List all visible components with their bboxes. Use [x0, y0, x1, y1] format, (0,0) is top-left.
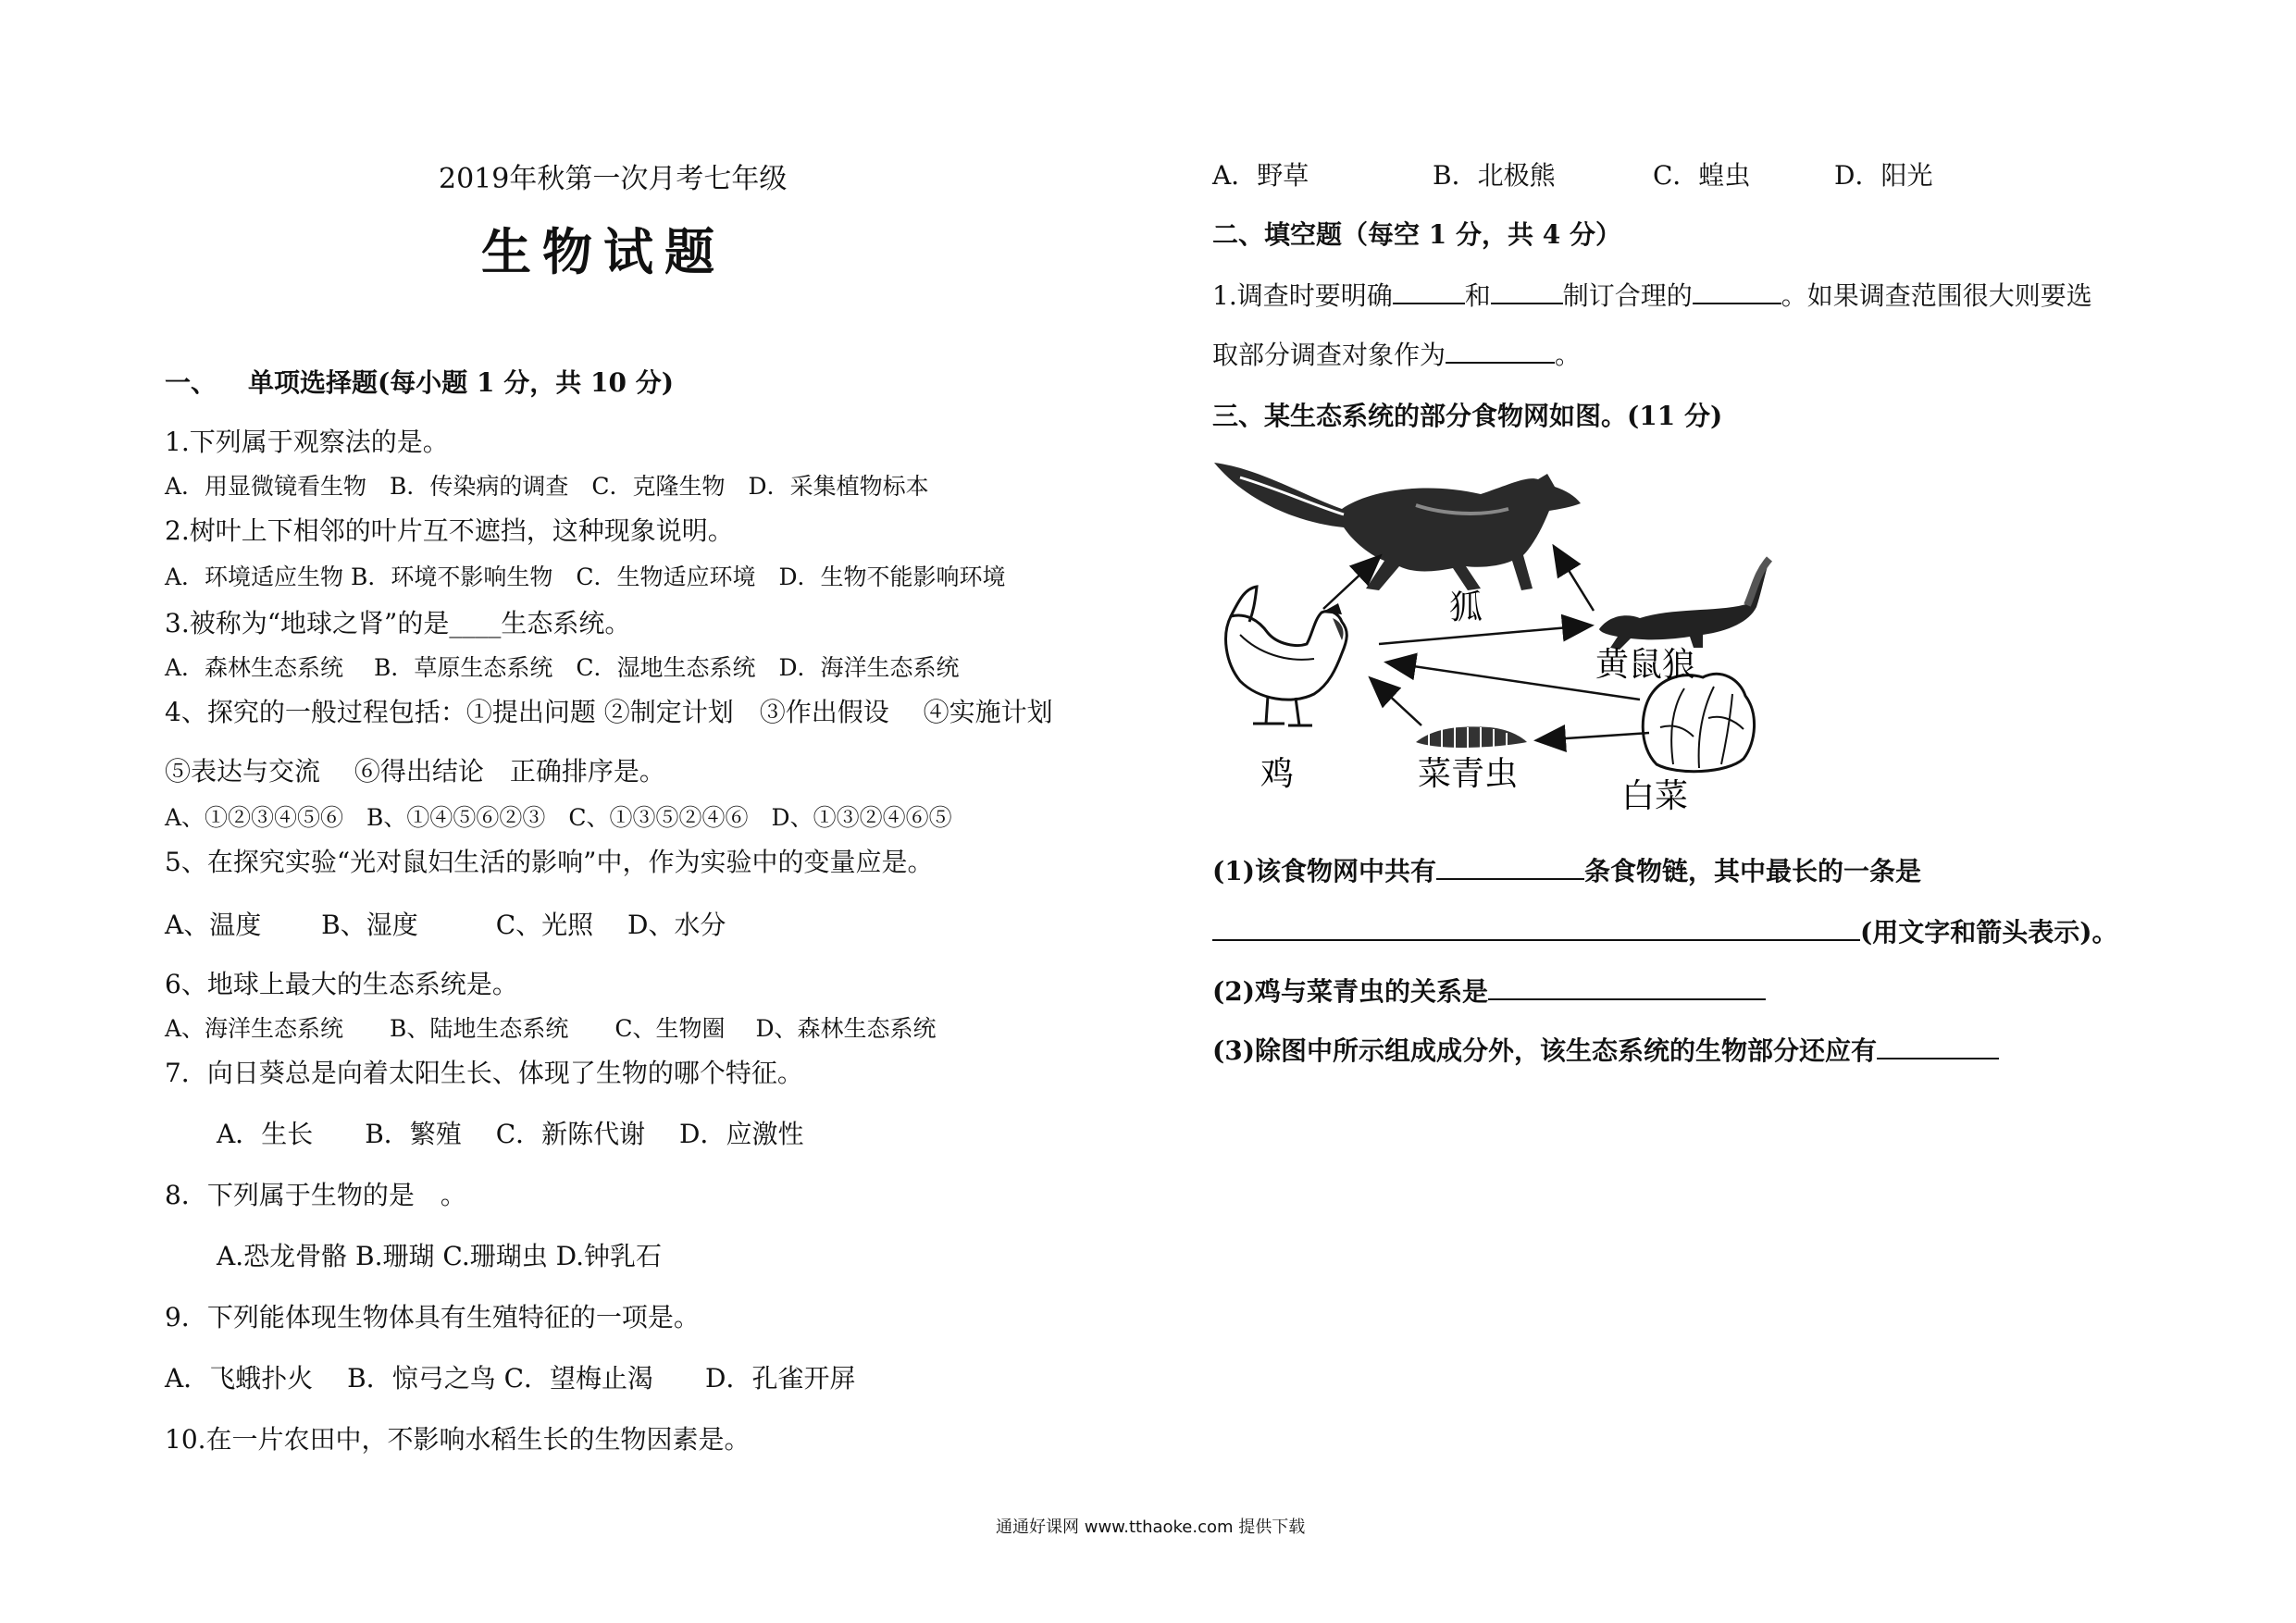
q1-text: 1.下列属于观察法的是。 [165, 427, 449, 457]
q2-text: 2.树叶上下相邻的叶片互不遮挡，这种现象说明。 [165, 515, 734, 546]
q10-option-b: B．北极熊 [1433, 160, 1556, 191]
q3-options: A．森林生态系统 B．草原生态系统 C．湿地生态系统 D．海洋生态系统 [165, 654, 960, 681]
q10-option-c: C．蝗虫 [1653, 160, 1751, 191]
s3-q1-b: 条食物链，其中最长的一条是 [1583, 856, 1921, 886]
s2-line2-a: 取部分调查对象作为 [1212, 340, 1446, 370]
s2-line1-b: 和 [1464, 280, 1491, 311]
blank-3[interactable] [1693, 280, 1781, 304]
blank-chain-count[interactable] [1436, 856, 1584, 880]
caterpillar-illustration [1416, 726, 1527, 748]
q4-text: 4、探究的一般过程包括：①提出问题 ②制定计划 ③作出假设 ④实施计划 [165, 697, 1053, 727]
q6-text: 6、地球上最大的生态系统是。 [165, 969, 518, 999]
blank-decomposers[interactable] [1877, 1035, 1999, 1059]
s3-q2-text: (2)鸡与菜青虫的关系是 [1212, 976, 1488, 1007]
s3-q1-a: (1)该食物网中共有 [1212, 856, 1436, 886]
blank-2[interactable] [1491, 280, 1563, 304]
s3-q3-text: (3)除图中所示组成成分外，该生态系统的生物部分还应有 [1212, 1035, 1877, 1066]
food-web-diagram [1203, 450, 1777, 829]
q8-text: 8．下列属于生物的是 。 [165, 1180, 466, 1210]
q8-options: A.恐龙骨骼 B.珊瑚 C.珊瑚虫 D.钟乳石 [217, 1241, 662, 1271]
label-fox: 狐 [1449, 588, 1483, 626]
q6-options: A、海洋生态系统 B、陆地生态系统 C、生物圈 D、森林生态系统 [165, 1015, 937, 1042]
blank-relationship[interactable] [1488, 976, 1766, 1000]
blank-1[interactable] [1393, 280, 1465, 304]
q9-options: A．飞蛾扑火 B．惊弓之鸟 C．望梅止渴 D．孔雀开屏 [165, 1363, 856, 1394]
footer-source: 通通好课网 www.tthaoke.com 提供下载 [996, 1518, 1306, 1537]
s2-line1-c: 制订合理的 [1562, 280, 1693, 311]
label-weasel: 黄鼠狼 [1595, 646, 1696, 684]
arrow-weasel-to-fox [1555, 548, 1594, 611]
s3-q2 [1212, 972, 1766, 1009]
q5-options: A、温度 B、湿度 C、光照 D、水分 [165, 910, 726, 940]
section1-number: 一、 [165, 367, 217, 398]
q9-text: 9．下列能体现生物体具有生殖特征的一项是。 [165, 1302, 700, 1332]
q4-text-cont: ⑤表达与交流 ⑥得出结论 正确排序是。 [165, 756, 665, 787]
label-caterpillar: 菜青虫 [1418, 755, 1519, 793]
arrow-chicken-to-weasel [1379, 626, 1590, 644]
weasel-illustration [1599, 559, 1769, 650]
q7-text: 7．向日葵总是向着太阳生长、体现了生物的哪个特征。 [165, 1058, 803, 1088]
s2-line2-b: 。 [1555, 340, 1582, 370]
q4-options: A、①②③④⑤⑥ B、①④⑤⑥②③ C、①③⑤②④⑥ D、①③②④⑥⑤ [165, 804, 952, 831]
section2-heading: 二、填空题（每空 1 分，共 4 分） [1212, 219, 1621, 250]
blank-longest-chain[interactable] [1212, 917, 1860, 941]
s3-q1 [1212, 851, 1921, 888]
chicken-illustration [1226, 587, 1347, 725]
exam-title: 生物试题 [481, 222, 726, 281]
label-chicken: 鸡 [1260, 755, 1295, 793]
section1-heading: 单项选择题(每小题 1 分，共 10 分) [248, 367, 674, 398]
cabbage-illustration [1643, 674, 1754, 771]
s2-line1-a: 1.调查时要明确 [1212, 280, 1393, 311]
arrow-cabbage-to-caterpillar [1538, 733, 1649, 740]
q1-options: A．用显微镜看生物 B．传染病的调查 C．克隆生物 D．采集植物标本 [165, 473, 929, 500]
label-cabbage: 白菜 [1621, 777, 1689, 815]
q10-option-a: A．野草 [1212, 160, 1309, 191]
s3-q3 [1212, 1031, 1999, 1068]
q2-options: A．环境适应生物 B．环境不影响生物 C．生物适应环境 D．生物不能影响环境 [165, 564, 1006, 590]
section3-heading: 三、某生态系统的部分食物网如图。(11 分) [1212, 401, 1723, 431]
s2-line1 [1212, 276, 2092, 313]
q10-option-d: D．阳光 [1834, 160, 1933, 191]
s2-line1-d: 。如果调查范围很大则要选 [1781, 280, 2092, 311]
s2-line2 [1212, 335, 1581, 372]
q3-text: 3.被称为“地球之肾”的是____生态系统。 [165, 608, 631, 638]
fox-illustration [1214, 463, 1581, 590]
q10-text: 10.在一片农田中，不影响水稻生长的生物因素是。 [165, 1424, 751, 1455]
blank-4[interactable] [1446, 340, 1555, 364]
q5-text: 5、在探究实验“光对鼠妇生活的影响”中，作为实验中的变量应是。 [165, 847, 934, 877]
food-web-arrows [1323, 548, 1649, 740]
q7-options: A．生长 B．繁殖 C．新陈代谢 D．应激性 [217, 1119, 804, 1149]
arrow-caterpillar-to-chicken [1371, 679, 1421, 725]
exam-subtitle: 2019年秋第一次月考七年级 [439, 163, 788, 195]
s3-q1-line2 [1212, 912, 2118, 949]
s3-q1-c: (用文字和箭头表示)。 [1860, 917, 2118, 948]
